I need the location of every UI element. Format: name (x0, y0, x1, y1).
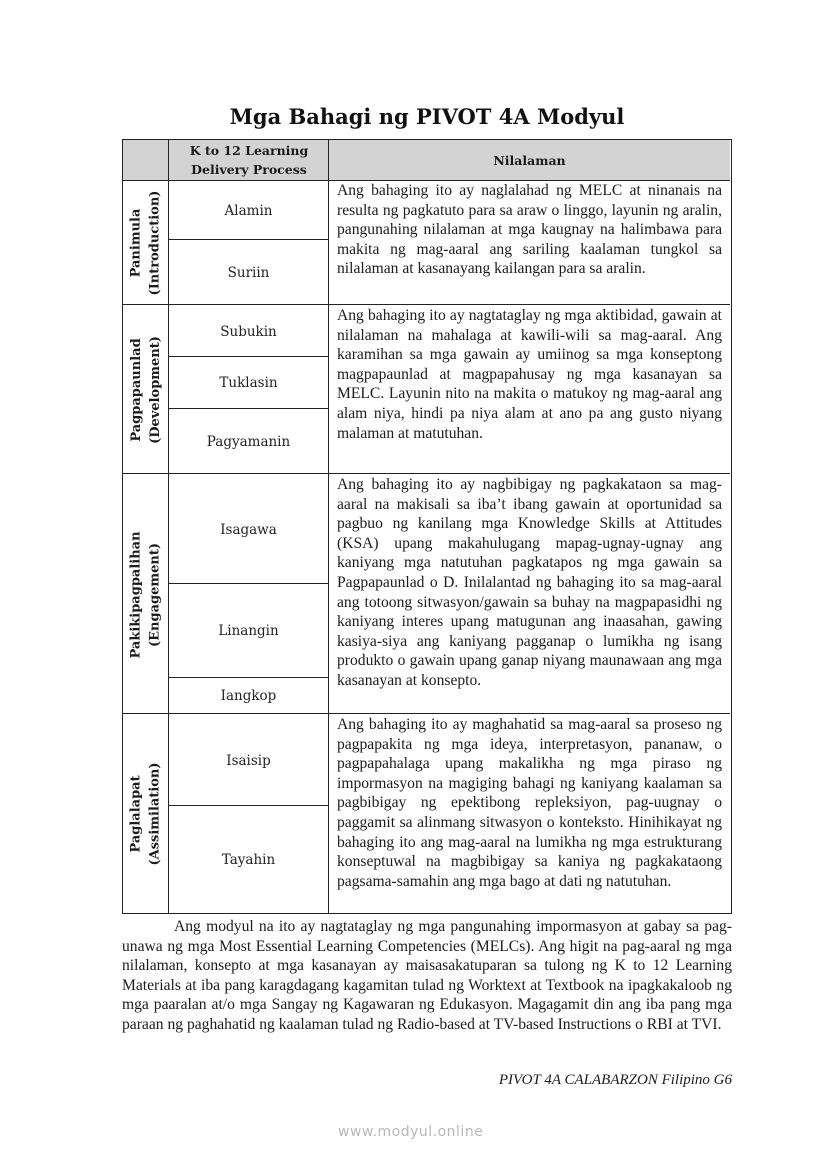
section-divider (123, 713, 730, 714)
module-parts-table (122, 139, 732, 914)
intro-paragraph: Ang modyul na ito ay nagtataglay ng mga pangunahing impormasyon at gabay sa pag-unawa ng mga Most Essential Learning Competencies (MELCs). Ang higit na pag-aaral ng mga nilalaman, konsepto at mga kasanayan ay maisasakatuparan sa tulong ng K to 12 Learning Materials at iba pang karagdagang kagamitan tulad ng Worktext at Textbook na ipagkakaloob ng mga paaralan at/o mga Sangay ng Kagawaran ng Edukasyon. Magagamit din ang iba pang mga paraan ng paghahatid ng kaalaman tulad ng Radio-based at TV-based Instructions o RBI at TVI. (122, 918, 732, 1033)
header-process-cell: K to 12 Learning Delivery Process (169, 140, 329, 181)
section-content-engagement: Ang bahaging ito ay nagbibigay ng pagkakataon sa mag-aaral na makisali sa iba’t ibang gawain at oportunidad sa pagbuo ng kanilang mga Knowledge Skills at Attitudes (KSA) upang makahulugang mapag-ugnay-ugnay ang kaniyang mga natutuhan pagkatapos ng mga gawain sa Pagpapaunlad o D. Inilalantad ng bahaging ito sa mag-aaral ang totoong sitwasyon/gawain sa buhay na magpapasidhi ng kaniyang interes upang matugunan ang inaasahan, gawing kasiya-siya ang kaniyang pagganap o lumikha ng isang produkto o gawain upang ganap niyang maunawaan ang mga kasanayan at konsepto. (337, 476, 722, 689)
phase-label: Pakikipagpalihan (128, 530, 144, 659)
step-subukin: Subukin (220, 323, 277, 340)
phase-label-en: (Introduction) (147, 190, 163, 296)
section-content-development: Ang bahaging ito ay nagtataglay ng mga aktibidad, gawain at nilalaman na mahalaga at kawili-wili sa mag-aaral. Ang karamihan sa mga gawain ay umiinog sa mga konseptong magpapaunlad at magpapahusay ng mga kasanayan sa MELC. Layunin nito na makita o matukoy ng mag-aaral ang alam niya, hindi pa niya alam at ano pa ang gusto niyang malaman at matutuhan. (337, 307, 722, 442)
section-divider (123, 304, 730, 305)
section-content-introduction: Ang bahaging ito ay naglalahad ng MELC at ninanais na resulta ng pagkatuto para sa araw o linggo, layunin ng aralin, pangunahing nilalaman at mga kaugnay na halimbawa para makita ng mag-aaral ang sariling kaalaman tungkol sa nilalaman at kasanayang kailangan para sa aralin. (337, 182, 722, 278)
header-phase-cell (123, 140, 169, 181)
step-isaisip: Isaisip (226, 752, 271, 769)
phase-development (123, 306, 168, 474)
step-isagawa: Isagawa (220, 521, 277, 538)
watermark: www.modyul.online (338, 1124, 484, 1140)
page-title: Mga Bahagi ng PIVOT 4A Modyul (229, 104, 625, 129)
step-alamin: Alamin (224, 202, 273, 219)
step-linangin: Linangin (218, 623, 279, 639)
phase-introduction (123, 181, 168, 305)
phase-label-en: (Engagement) (147, 542, 163, 647)
phase-label-en: (Development) (147, 336, 163, 444)
step-iangkop: Iangkop (220, 688, 277, 704)
page-footer: PIVOT 4A CALABARZON Filipino G6 (498, 1072, 732, 1088)
header-content-cell: Nilalaman (329, 140, 730, 181)
step-tayahin: Tayahin (221, 851, 276, 868)
step-tuklasin: Tuklasin (219, 375, 278, 391)
step-pagyamanin: Pagyamanin (206, 433, 291, 450)
phase-label: Panimula (128, 208, 144, 278)
step-suriin: Suriin (227, 264, 270, 281)
phase-label: Paglalapat (128, 774, 144, 853)
phase-engagement (123, 475, 168, 714)
phase-label: Pagpapaunlad (128, 338, 144, 442)
section-divider (123, 473, 730, 474)
phase-label-en: (Assimilation) (147, 761, 163, 866)
phase-assimilation (123, 715, 168, 912)
section-content-assimilation: Ang bahaging ito ay maghahatid sa mag-aaral sa proseso ng pagpapakita ng mga ideya, interpretasyon, pananaw, o pagpapahalaga upang makalikha ng mga piraso ng impormasyon na magiging bahagi ng kaniyang kaalaman sa pagbibigay ng epektibong repleksiyon, pag-uugnay o paggamit sa alinmang sitwasyon o konteksto. Hinihikayat ng bahaging ito ang mag-aaral na lumikha ng mga estrukturang konseptuwal na magbibigay sa kaniya ng pagkakataong pagsama-samahin ang mga bago at dati ng natutuhan. (337, 716, 722, 890)
